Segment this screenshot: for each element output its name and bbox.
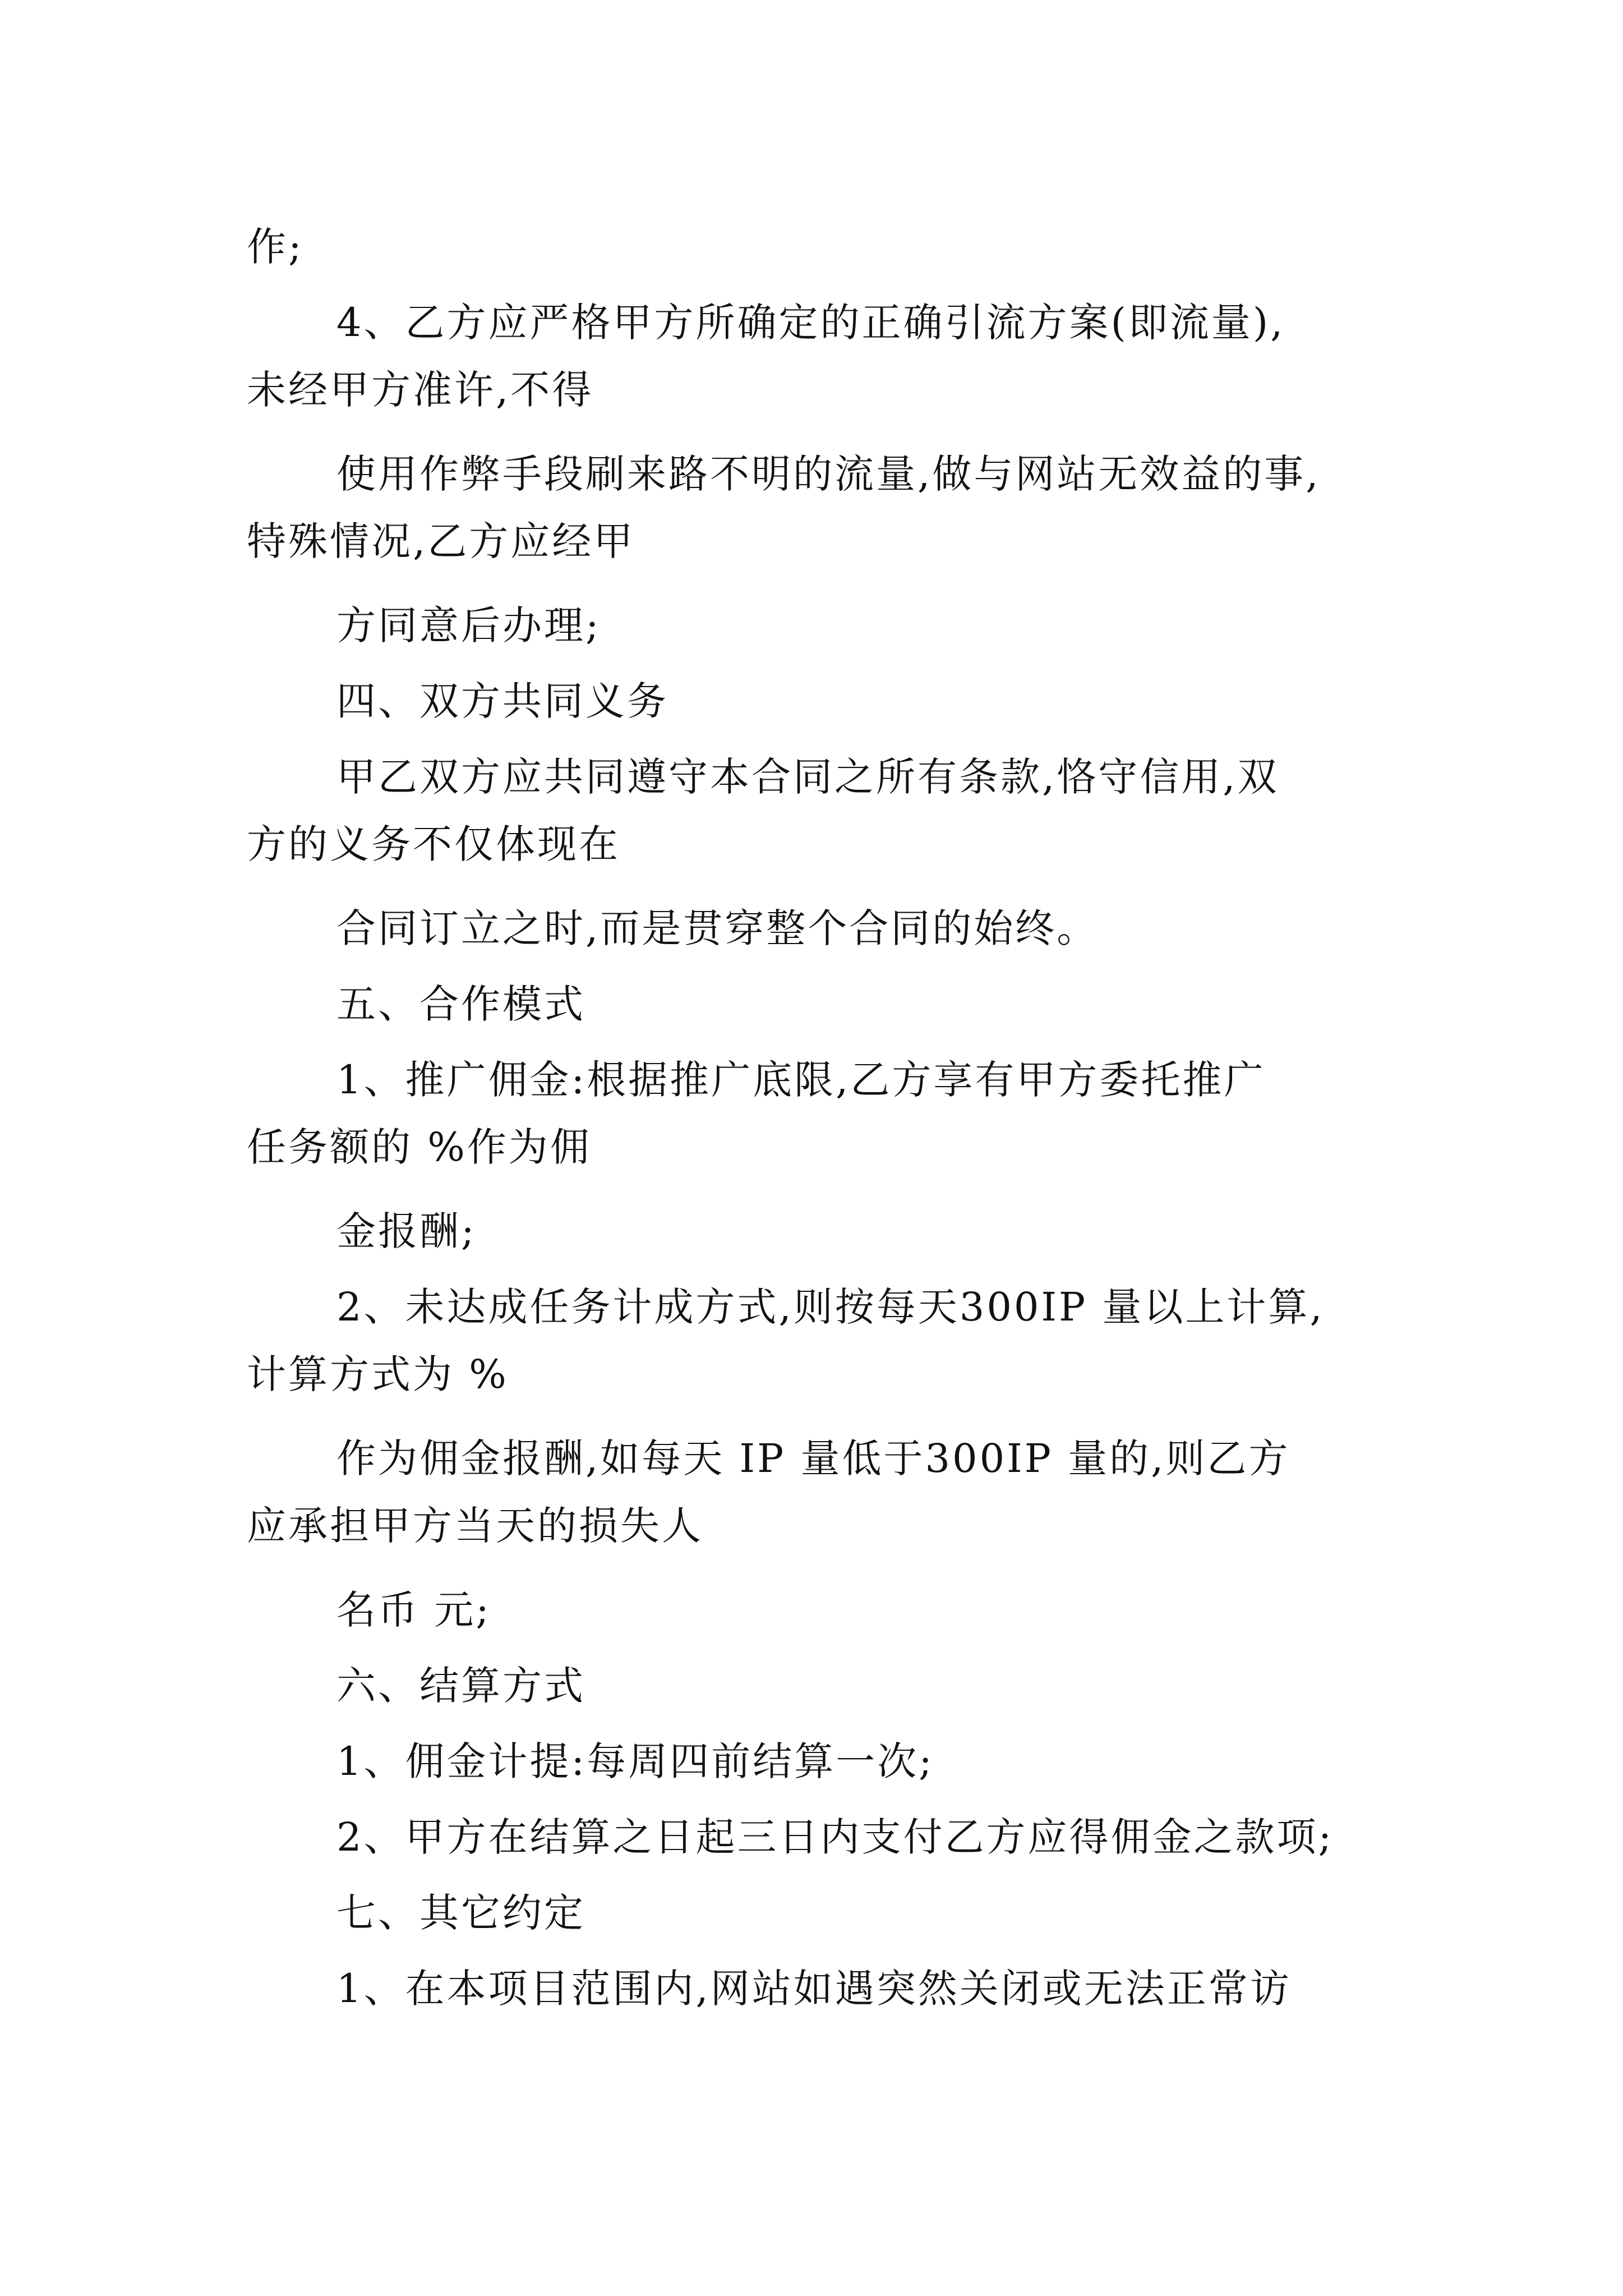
text-line: 1、推广佣金:根据推广底限,乙方享有甲方委托推广 [336, 1057, 1266, 1103]
text-line: 计算方式为 % [247, 1351, 509, 1397]
text-line: 2、未达成任务计成方式,则按每天300IP 量以上计算, [336, 1284, 1325, 1330]
text-line: 未经甲方准许,不得 [247, 367, 594, 413]
text-line: 作; [247, 224, 304, 270]
text-line: 任务额的 %作为佣 [247, 1124, 592, 1170]
section-heading: 四、双方共同义务 [336, 678, 668, 724]
text-line: 应承担甲方当天的损失人 [247, 1503, 703, 1549]
text-line: 方的义务不仅体现在 [247, 821, 620, 867]
text-line: 甲乙双方应共同遵守本合同之所有条款,恪守信用,双 [336, 754, 1279, 800]
text-line: 合同订立之时,而是贯穿整个合同的始终。 [336, 905, 1099, 951]
text-line: 使用作弊手段刷来路不明的流量,做与网站无效益的事, [336, 451, 1321, 497]
section-heading: 六、结算方式 [336, 1663, 585, 1709]
section-heading: 七、其它约定 [336, 1890, 585, 1936]
text-line: 2、甲方在结算之日起三日内支付乙方应得佣金之款项; [336, 1814, 1334, 1860]
section-heading: 五、合作模式 [336, 981, 585, 1027]
text-line: 1、佣金计提:每周四前结算一次; [336, 1738, 934, 1784]
text-line: 方同意后办理; [336, 602, 601, 648]
text-line: 1、在本项目范围内,网站如遇突然关闭或无法正常访 [336, 1966, 1292, 2012]
text-line: 金报酬; [336, 1208, 477, 1254]
text-line: 名币 元; [336, 1587, 491, 1633]
text-line: 特殊情况,乙方应经甲 [247, 518, 635, 564]
text-line: 4、乙方应严格甲方所确定的正确引流方案(即流量), [336, 300, 1285, 346]
text-line: 作为佣金报酬,如每天 IP 量低于300IP 量的,则乙方 [336, 1435, 1290, 1481]
